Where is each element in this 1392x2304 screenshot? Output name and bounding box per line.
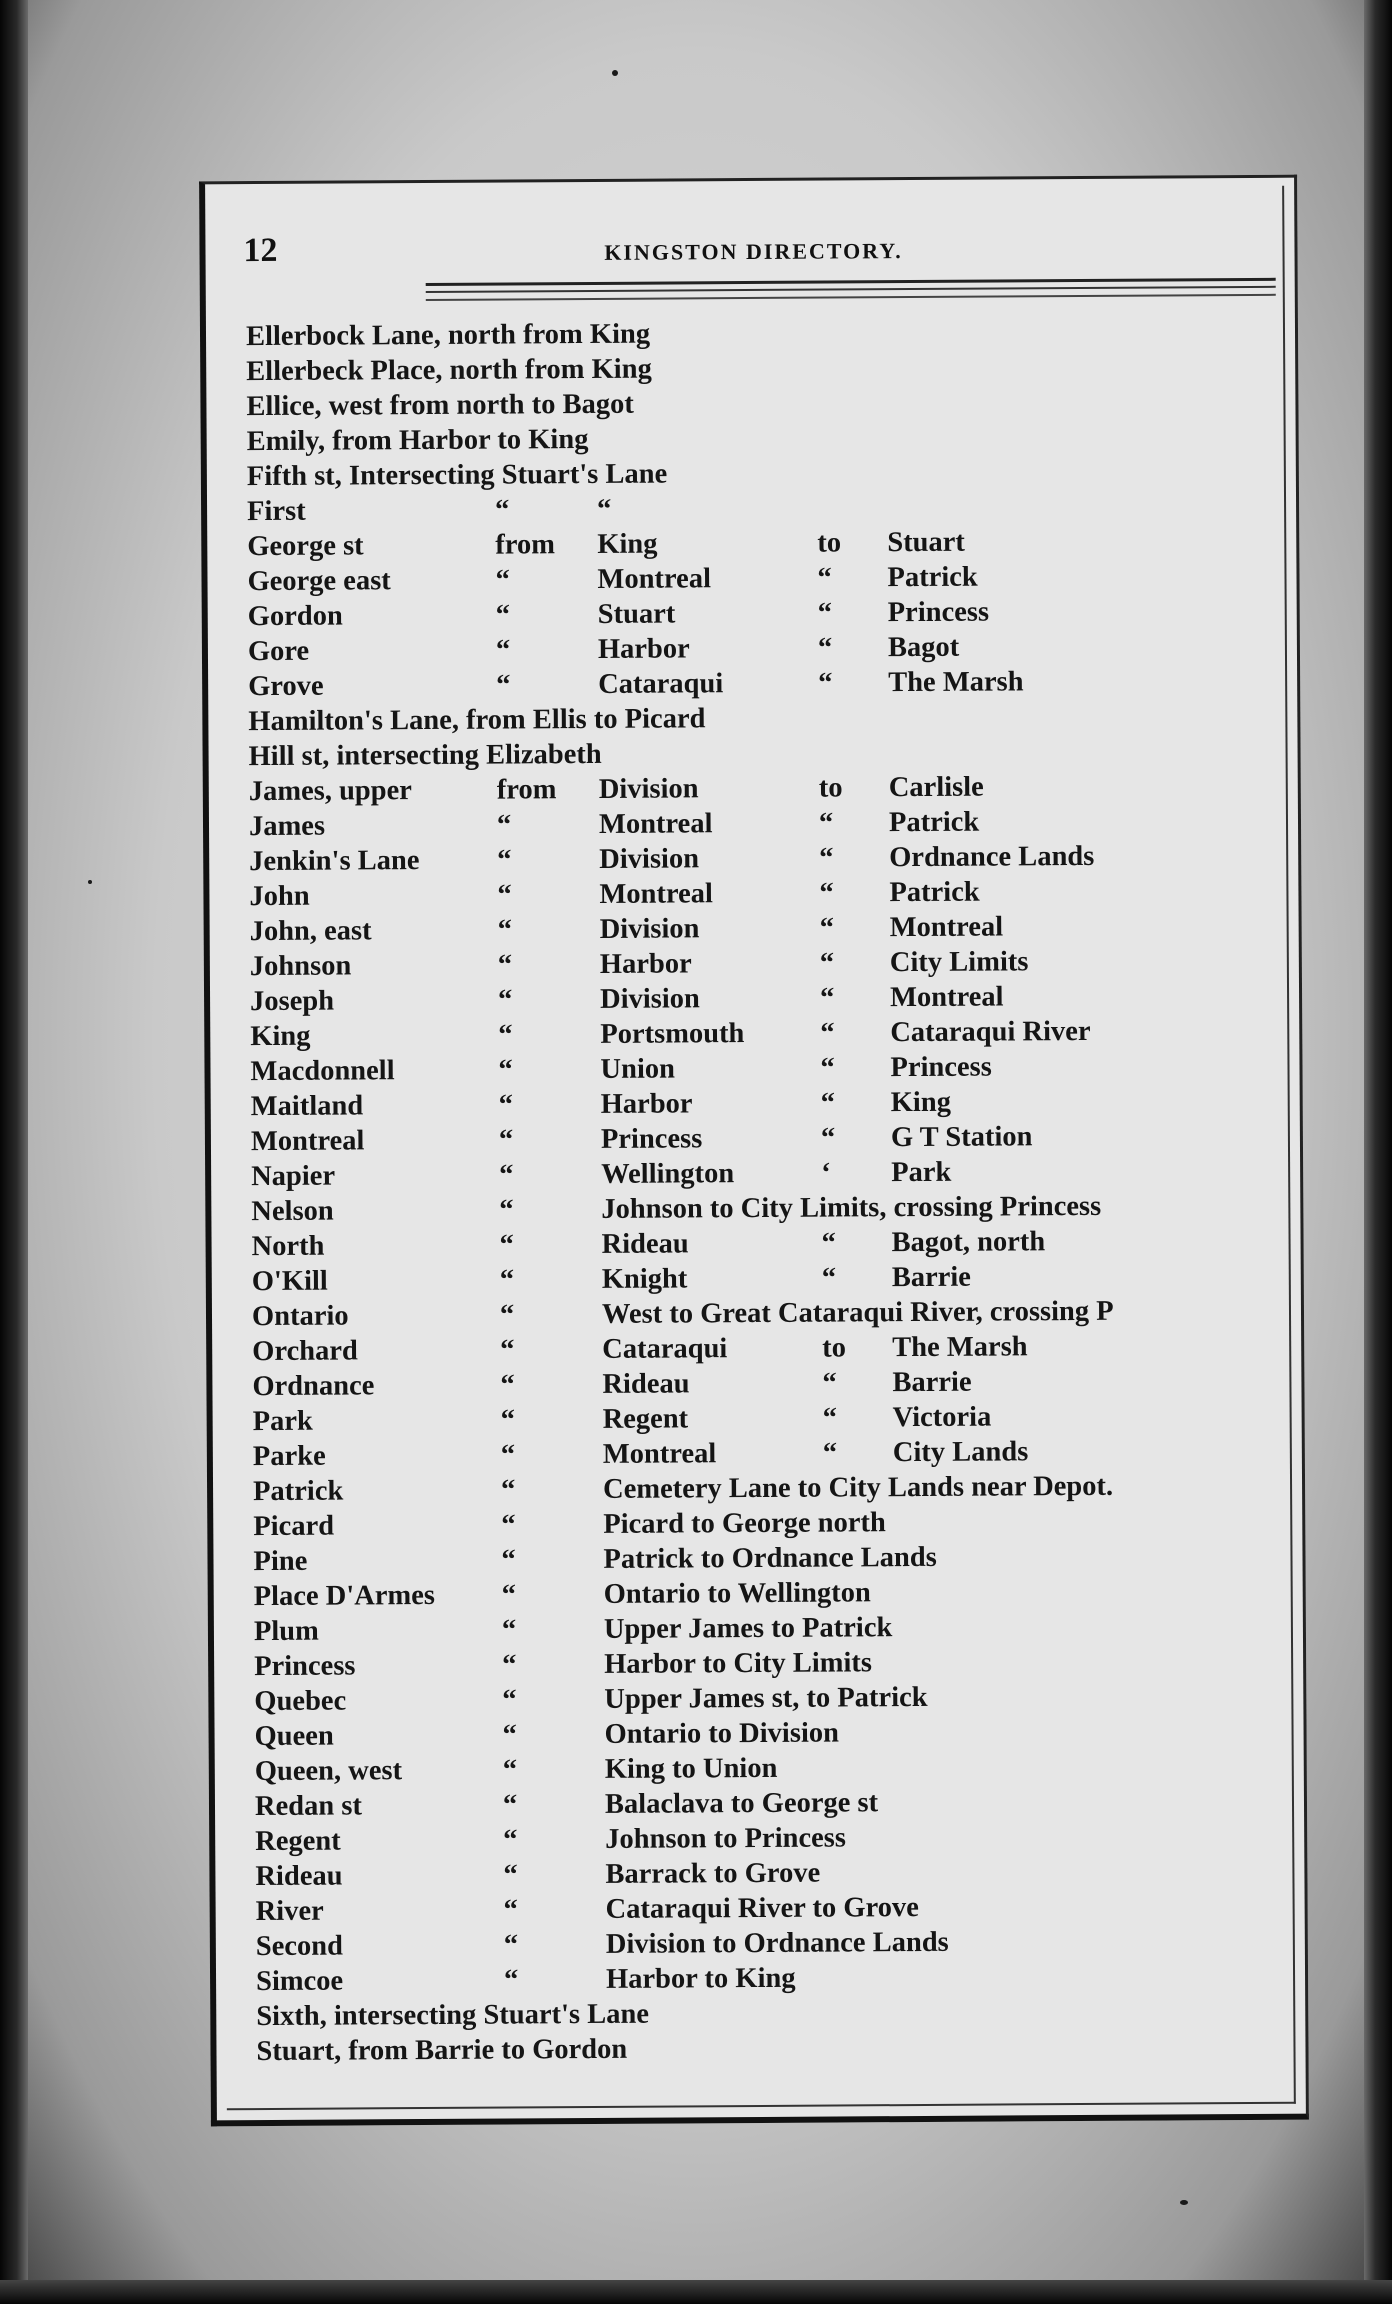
street-name: O'Kill [251, 1265, 328, 1298]
from-label: “ [499, 1159, 514, 1191]
end-street: Montreal [889, 911, 1004, 944]
to-label: to [817, 527, 842, 559]
street-extent: Picard to George north [603, 1507, 886, 1540]
from-label: “ [498, 1019, 513, 1051]
street-extent: West to Great Cataraqui River, crossing P [601, 1295, 1114, 1330]
from-label: “ [495, 634, 511, 666]
end-street: Princess [890, 1051, 992, 1084]
from-label: “ [501, 1509, 516, 1541]
start-street: Rideau [602, 1368, 690, 1400]
start-street: Stuart [597, 598, 676, 630]
street-extent: Johnson to City Limits, crossing Princess [601, 1190, 1102, 1225]
end-street: Carlisle [888, 771, 984, 804]
entry-text: Stuart, from Barrie to Gordon [256, 2033, 628, 2068]
street-name: Redan st [254, 1790, 362, 1823]
street-extent: Harbor to King [605, 1962, 796, 1995]
street-name: Gordon [247, 600, 343, 633]
scan-bottom-edge [0, 2280, 1392, 2304]
end-street: The Marsh [892, 1331, 1028, 1364]
start-street: Division [598, 773, 699, 805]
start-street: Harbor [600, 1088, 693, 1120]
end-street: Park [891, 1156, 952, 1189]
street-name: Regent [255, 1825, 341, 1858]
from-label: “ [498, 1089, 514, 1121]
street-name: Parke [252, 1440, 326, 1473]
street-name: Orchard [252, 1335, 358, 1368]
scan-left-edge [0, 0, 28, 2304]
start-street: Montreal [597, 563, 712, 595]
street-extent: Barrack to Grove [605, 1857, 821, 1890]
dust-speck [1180, 2200, 1188, 2205]
end-street: Stuart [887, 526, 965, 559]
entry-text: Emily, from Harbor to King [246, 423, 589, 458]
end-street: Victoria [892, 1401, 992, 1434]
from-label: “ [502, 1754, 518, 1786]
from-label: “ [500, 1404, 515, 1436]
from-label: “ [503, 1929, 519, 1961]
from-label: “ [497, 844, 512, 876]
street-name: Montreal [250, 1125, 365, 1158]
entry-text: Fifth st, Intersecting Stuart's Lane [246, 458, 668, 493]
to-label: “ [820, 1122, 836, 1154]
from-label: “ [502, 1649, 517, 1681]
to-label: “ [819, 947, 835, 979]
street-name: John [249, 880, 310, 913]
from-label: “ [503, 1964, 519, 1996]
to-label: to [822, 1332, 847, 1364]
from-label: “ [500, 1369, 515, 1401]
street-name: Patrick [252, 1475, 344, 1508]
end-street: City Lands [892, 1436, 1029, 1469]
street-extent: Upper James st, to Patrick [604, 1681, 928, 1715]
end-street: Patrick [889, 876, 980, 909]
street-name: Johnson [249, 950, 352, 983]
street-name: Pine [253, 1545, 308, 1578]
street-name: Princess [254, 1650, 356, 1683]
from-label: “ [500, 1474, 516, 1506]
from-label: “ [497, 984, 513, 1016]
from-label: “ [503, 1824, 518, 1856]
from-label: “ [503, 1894, 518, 1926]
from-label: “ [499, 1194, 514, 1226]
start-street: Regent [602, 1403, 689, 1435]
to-label: “ [820, 1087, 836, 1119]
ditto-mark: “ [596, 493, 612, 525]
start-street: Montreal [602, 1438, 717, 1470]
street-name: King [250, 1020, 311, 1053]
scan-right-edge [1364, 0, 1392, 2304]
start-street: Division [599, 843, 700, 875]
start-street: Princess [600, 1123, 703, 1155]
from-label: “ [501, 1579, 517, 1611]
street-name: James [248, 810, 326, 843]
end-street: Patrick [887, 561, 978, 594]
from-label: “ [501, 1614, 517, 1646]
start-street: Montreal [599, 878, 713, 910]
to-label: “ [820, 1017, 835, 1049]
street-extent: Balaclava to George st [604, 1787, 879, 1820]
end-street: Barrie [891, 1261, 972, 1294]
end-street: G T Station [890, 1121, 1033, 1154]
street-name: Plum [253, 1615, 319, 1648]
to-label: “ [819, 877, 834, 909]
street-name: Ordnance [252, 1370, 375, 1403]
to-label: “ [822, 1402, 837, 1434]
running-head [233, 226, 1273, 272]
start-street: Rideau [601, 1228, 689, 1260]
street-extent: Patrick to Ordnance Lands [603, 1541, 937, 1575]
to-label: “ [817, 632, 833, 664]
header-rule [426, 278, 1276, 286]
from-label: “ [498, 1054, 513, 1086]
from-label: “ [497, 879, 512, 911]
ditto-mark: “ [494, 494, 510, 526]
start-street: Knight [601, 1263, 688, 1295]
street-extent: Johnson to Princess [605, 1822, 846, 1855]
start-street: Harbor [599, 948, 692, 980]
start-street: Union [600, 1053, 676, 1085]
from-label: “ [500, 1439, 516, 1471]
street-name: Joseph [249, 985, 335, 1018]
street-name: Gore [247, 635, 310, 668]
from-label: “ [499, 1264, 515, 1296]
dust-speck [88, 880, 92, 884]
start-street: Cataraqui [602, 1333, 728, 1365]
street-name: Macdonnell [250, 1055, 395, 1088]
from-label: “ [502, 1684, 517, 1716]
street-name: Queen [254, 1720, 334, 1753]
street-extent: Harbor to City Limits [604, 1647, 873, 1680]
to-label: “ [819, 982, 835, 1014]
entry-text: Sixth, intersecting Stuart's Lane [256, 1998, 650, 2033]
from-label: “ [496, 809, 512, 841]
end-street: Princess [887, 596, 990, 629]
from-label: “ [502, 1719, 517, 1751]
to-label: ‘ [821, 1157, 831, 1189]
street-extent: Cataraqui River to Grove [605, 1892, 919, 1925]
street-name: First [246, 495, 306, 528]
from-label: “ [499, 1299, 515, 1331]
end-street: Cataraqui River [890, 1015, 1091, 1049]
street-name: Ontario [251, 1300, 349, 1333]
header-rule [426, 294, 1276, 301]
from-label: “ [498, 1124, 514, 1156]
to-label: “ [817, 562, 832, 594]
street-name: Nelson [251, 1195, 334, 1228]
from-label: “ [503, 1859, 518, 1891]
start-street: Montreal [598, 808, 713, 840]
end-street: Barrie [892, 1366, 972, 1399]
street-name: Second [255, 1930, 344, 1963]
entry-text: Ellice, west from north to Bagot [246, 388, 634, 423]
directory-page [199, 175, 1309, 2127]
to-label: “ [819, 912, 834, 944]
to-label: “ [818, 667, 833, 699]
from-label: from [495, 529, 556, 561]
start-street: Wellington [601, 1158, 735, 1190]
end-street: Ordnance Lands [889, 840, 1095, 874]
street-name: John, east [249, 915, 372, 948]
start-street: Cataraqui [598, 668, 724, 700]
street-name: North [251, 1230, 325, 1263]
street-extent: King to Union [604, 1752, 778, 1785]
street-extent: Upper James to Patrick [603, 1612, 893, 1645]
street-name: Place D'Armes [253, 1579, 436, 1613]
to-label: “ [822, 1367, 837, 1399]
street-extent: Cemetery Lane to City Lands near Depot. [602, 1470, 1114, 1505]
street-name: George st [247, 530, 364, 563]
end-street: City Limits [889, 946, 1029, 979]
street-name: River [255, 1895, 324, 1928]
from-label: “ [500, 1334, 515, 1366]
from-label: “ [496, 669, 511, 701]
street-name: Park [252, 1405, 313, 1438]
from-label: “ [495, 599, 511, 631]
from-label: “ [499, 1229, 514, 1261]
street-extent: Division to Ordnance Lands [605, 1926, 949, 1960]
end-street: Patrick [888, 806, 980, 839]
to-label: to [818, 772, 843, 804]
dust-speck [612, 70, 618, 76]
to-label: “ [818, 807, 834, 839]
street-name: Picard [253, 1510, 335, 1543]
entry-text: Hill st, intersecting Elizabeth [248, 738, 602, 773]
from-label: from [496, 774, 557, 806]
to-label: “ [819, 842, 834, 874]
from-label: “ [495, 564, 510, 596]
page-number: 12 [243, 231, 278, 270]
end-street: Montreal [889, 981, 1004, 1014]
street-name: James, upper [248, 775, 412, 808]
header-rule [426, 286, 1276, 293]
end-street: Bagot, north [891, 1226, 1046, 1259]
end-street: The Marsh [888, 666, 1024, 699]
street-name: Jenkin's Lane [249, 845, 420, 878]
to-label: “ [817, 597, 833, 629]
street-name: Grove [248, 670, 324, 703]
from-label: “ [497, 949, 513, 981]
street-list [246, 313, 1297, 2069]
entry-text: Hamilton's Lane, from Ellis to Picard [248, 703, 706, 738]
start-street: Harbor [597, 633, 690, 665]
street-name: Queen, west [254, 1755, 403, 1788]
start-street: Portsmouth [600, 1018, 745, 1050]
street-name: Simcoe [255, 1965, 344, 1998]
street-name: Maitland [250, 1090, 364, 1123]
street-name: Napier [251, 1160, 336, 1193]
to-label: “ [822, 1437, 838, 1469]
from-label: “ [502, 1789, 518, 1821]
street-name: Rideau [255, 1860, 343, 1893]
end-street: King [890, 1086, 951, 1119]
street-entry [256, 2028, 1296, 2069]
page-title: KINGSTON DIRECTORY. [604, 238, 903, 265]
street-name: George east [247, 565, 391, 598]
start-street: Division [599, 913, 700, 945]
entry-text: Ellerbeck Place, north from King [246, 353, 652, 388]
street-extent: Ontario to Wellington [603, 1577, 871, 1610]
entry-text: Ellerbock Lane, north from King [245, 318, 651, 353]
to-label: “ [821, 1262, 837, 1294]
from-label: “ [501, 1544, 516, 1576]
from-label: “ [497, 914, 512, 946]
start-street: Division [599, 983, 700, 1015]
street-extent: Ontario to Division [604, 1717, 840, 1750]
start-street: King [597, 528, 658, 560]
to-label: “ [821, 1227, 836, 1259]
street-name: Quebec [254, 1685, 347, 1718]
to-label: “ [820, 1052, 835, 1084]
end-street: Bagot [887, 631, 960, 664]
